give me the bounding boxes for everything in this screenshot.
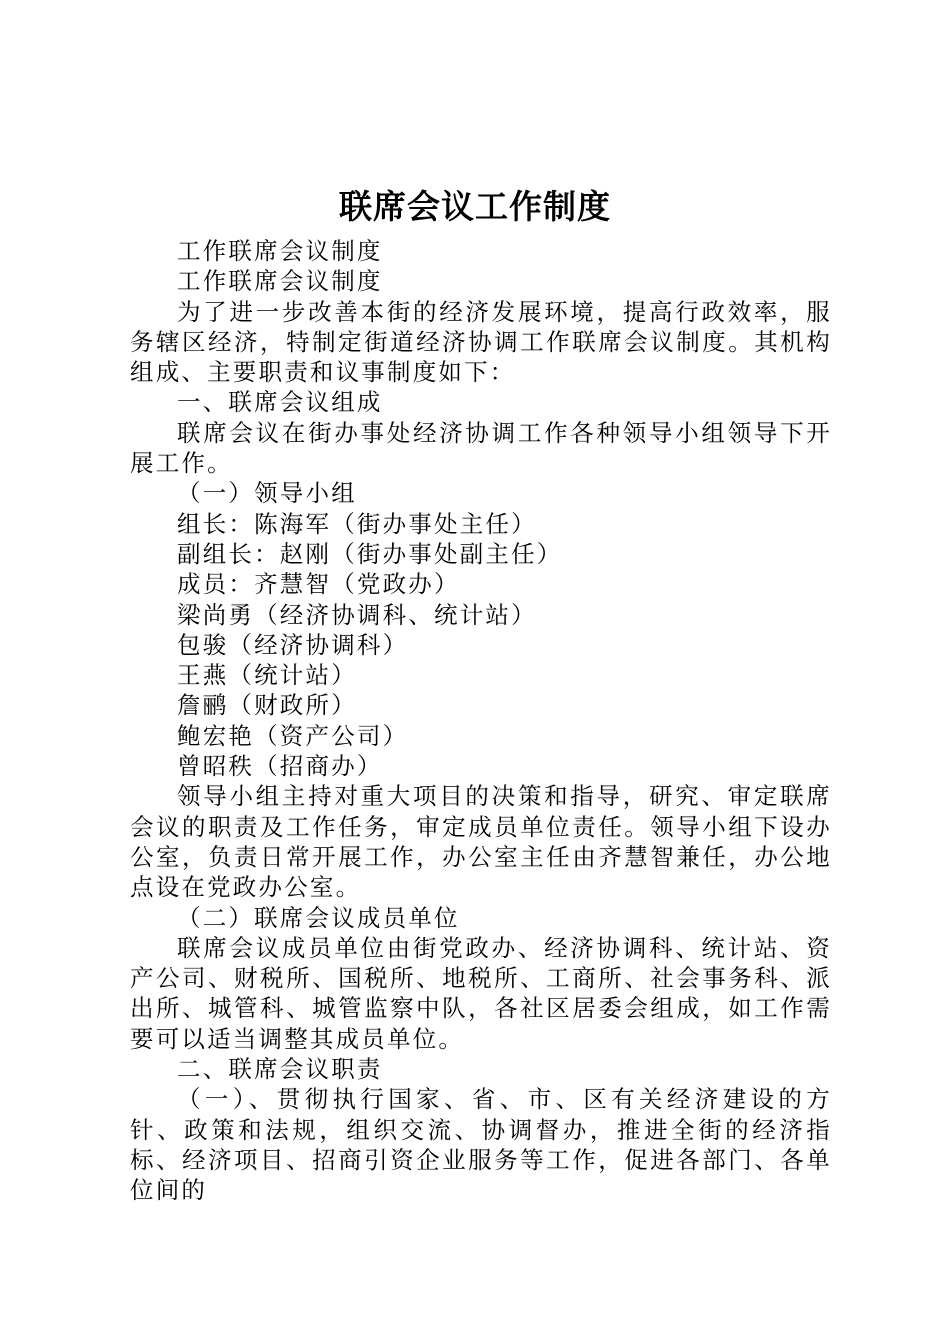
paragraph-subtitle: 工作联席会议制度 (177, 237, 383, 265)
member-line: 梁尚勇（经济协调科、统计站） (177, 600, 537, 629)
member-line: 组长：陈海军（街办事处主任） (177, 509, 537, 538)
member-line: 曾昭秩（招商办） (177, 752, 383, 781)
subsection-heading: （一）领导小组 (177, 479, 357, 508)
paragraph: 领导小组主持对重大项目的决策和指导，研究、审定联席会议的职责及工作任务，审定成员单位责任。领导小组下设办公室，负责日常开展工作，办公室主任由齐慧智兼任，办公地点设在党政办公室。 (130, 782, 832, 902)
member-line: 詹鹂（财政所） (177, 691, 357, 720)
member-line: 成员：齐慧智（党政办） (177, 570, 460, 599)
paragraph-intro: 为了进一步改善本街的经济发展环境，提高行政效率，服务辖区经济，特制定街道经济协调工作联席会议制度。其机构组成、主要职责和议事制度如下： (130, 297, 832, 387)
section-heading: 二、联席会议职责 (177, 1055, 383, 1084)
member-line: 鲍宏艳（资产公司） (177, 721, 409, 750)
paragraph: 联席会议在街办事处经济协调工作各种领导小组领导下开展工作。 (130, 418, 832, 478)
section-heading: 一、联席会议组成 (177, 388, 383, 417)
member-line: 副组长：赵刚（街办事处副主任） (177, 539, 563, 568)
member-line: 王燕（统计站） (177, 661, 357, 690)
document-body (130, 236, 832, 1206)
subsection-heading: （二）联席会议成员单位 (177, 903, 460, 932)
paragraph: （一）、贯彻执行国家、省、市、区有关经济建设的方针、政策和法规，组织交流、协调督办，推进全街的经济指标、经济项目、招商引资企业服务等工作，促进各部门、各单位间的 (130, 1085, 832, 1205)
paragraph-subtitle: 工作联席会议制度 (177, 267, 383, 296)
member-line: 包骏（经济协调科） (177, 630, 409, 659)
document-title: 联席会议工作制度 (339, 187, 611, 226)
paragraph: 联席会议成员单位由街党政办、经济协调科、统计站、资产公司、财税所、国税所、地税所、工商所、社会事务科、派出所、城管科、城管监察中队，各社区居委会组成，如工作需要可以适当调整其成员单位。 (130, 933, 832, 1053)
